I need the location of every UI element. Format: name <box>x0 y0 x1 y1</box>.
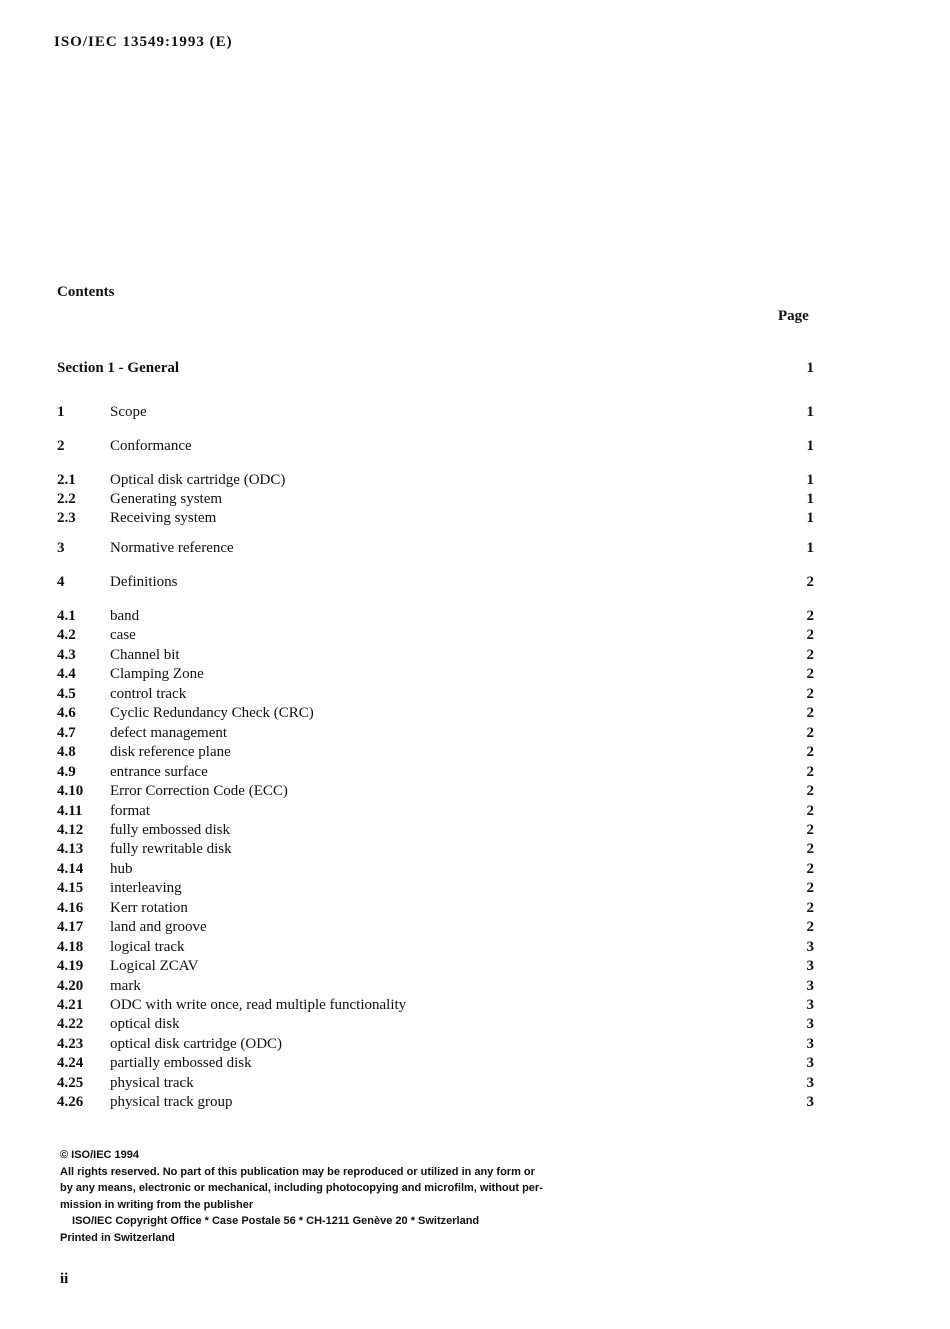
toc-entry-page: 1 <box>806 404 814 420</box>
toc-entry-page: 1 <box>806 360 814 376</box>
toc-entry <box>57 684 814 704</box>
copyright-notice <box>60 1147 580 1246</box>
toc-entry-number: 4.14 <box>57 860 84 877</box>
toc-entry <box>57 723 814 743</box>
toc-entry-page: 2 <box>806 821 814 838</box>
toc-entry-page: 1 <box>806 540 814 556</box>
toc-entry <box>57 1014 814 1034</box>
toc-entry-page: 2 <box>806 919 814 936</box>
toc-entry <box>57 606 814 626</box>
toc-entry-number: 2.3 <box>57 510 76 526</box>
toc-entry-title: Clamping Zone <box>110 666 204 683</box>
toc-entry-page: 1 <box>806 510 814 526</box>
toc-entry <box>57 976 814 996</box>
toc-entry-title: physical track group <box>110 1094 233 1111</box>
toc-entry-number: 4.9 <box>57 763 76 780</box>
toc-entry-page: 2 <box>806 627 814 644</box>
toc-entry <box>57 1092 814 1112</box>
toc-entry-title: Definitions <box>110 574 178 590</box>
toc-entry <box>57 742 814 762</box>
toc-entry-title: band <box>110 608 140 624</box>
toc-entry <box>57 436 814 456</box>
rights-line: by any means, electronic or mechanical, including photocopying and microfilm, without per- <box>60 1182 543 1194</box>
toc-entry-number: 4.24 <box>57 1055 84 1072</box>
toc-section-row <box>57 358 814 378</box>
toc-entry-page: 1 <box>806 491 814 507</box>
toc-entry-number: 4.13 <box>57 841 84 858</box>
toc-section-title: Section 1 - General <box>57 360 180 376</box>
toc-entry <box>57 572 814 592</box>
toc-entry-title: control track <box>110 685 187 702</box>
toc-entry-number: 4.6 <box>57 705 76 722</box>
toc-entry-page: 2 <box>806 608 814 624</box>
toc-entry-title: Logical ZCAV <box>110 958 199 975</box>
toc-entry-title: partially embossed disk <box>110 1055 252 1072</box>
toc-entry-title: Cyclic Redundancy Check (CRC) <box>110 705 314 722</box>
toc-entry-page: 2 <box>806 666 814 683</box>
toc-entry-title: case <box>110 627 136 644</box>
toc-entry-title: Conformance <box>110 438 192 454</box>
toc-entry-page: 2 <box>806 744 814 761</box>
toc-entry-title: Receiving system <box>110 510 217 526</box>
toc-entry-title: format <box>110 802 150 819</box>
toc-entry-page: 2 <box>806 646 814 663</box>
toc-entry-number: 2.2 <box>57 491 76 507</box>
toc-entry-title: Kerr rotation <box>110 899 188 916</box>
toc-entry-number: 4.15 <box>57 880 84 897</box>
toc-entry <box>57 1053 814 1073</box>
toc-entry-title: defect management <box>110 724 228 741</box>
toc-entry-title: entrance surface <box>110 763 208 780</box>
toc-entry-number: 4.4 <box>57 666 76 683</box>
toc-entry <box>57 470 814 490</box>
toc-entry <box>57 762 814 782</box>
toc-entry <box>57 801 814 821</box>
toc-entry-number: 4 <box>57 574 65 590</box>
toc-entry <box>57 839 814 859</box>
toc-entry-number: 4.3 <box>57 646 76 663</box>
toc-entry-title: disk reference plane <box>110 744 231 761</box>
toc-entry-title: Error Correction Code (ECC) <box>110 783 288 800</box>
copyright-office: ISO/IEC Copyright Office * Case Postale 56 * CH-1211 Genève 20 * Switzerland <box>72 1215 480 1227</box>
toc-entry-number: 4.8 <box>57 744 76 761</box>
toc-entry <box>57 489 814 509</box>
toc-entry <box>57 703 814 723</box>
toc-entry-number: 4.26 <box>57 1094 84 1111</box>
toc-entry-page: 2 <box>806 841 814 858</box>
toc-entry-number: 4.18 <box>57 938 84 955</box>
rights-line: All rights reserved. No part of this publication may be reproduced or utilized in any form or <box>60 1165 535 1178</box>
toc-entry-title: fully rewritable disk <box>110 841 232 858</box>
toc-entry-page: 3 <box>806 958 814 975</box>
toc-entry <box>57 917 814 937</box>
printed-in: Printed in Switzerland <box>60 1231 175 1244</box>
toc-entry-page: 2 <box>806 574 814 590</box>
toc-entry <box>57 645 814 665</box>
toc-entry <box>57 538 814 558</box>
toc-entry <box>57 995 814 1015</box>
toc-entry-page: 1 <box>806 472 814 488</box>
toc-entry-title: hub <box>110 860 133 877</box>
toc-entry-page: 3 <box>806 1074 814 1091</box>
toc-entry-title: Optical disk cartridge (ODC) <box>110 472 286 488</box>
toc-entry-number: 1 <box>57 404 65 420</box>
toc-entry-title: optical disk cartridge (ODC) <box>110 1035 283 1052</box>
toc-entry-title: fully embossed disk <box>110 821 230 838</box>
toc-entry <box>57 402 814 422</box>
copyright-line: © ISO/IEC 1994 <box>60 1149 140 1161</box>
toc-entry <box>57 937 814 957</box>
toc-entry-title: Generating system <box>110 491 223 507</box>
toc-entry-title: Channel bit <box>110 646 180 663</box>
toc-entry-title: physical track <box>110 1074 194 1091</box>
toc-entry-title: logical track <box>110 938 185 955</box>
toc-entry-number: 4.7 <box>57 724 76 741</box>
toc-entry-page: 2 <box>806 685 814 702</box>
toc-entry <box>57 508 814 528</box>
toc-entry-page: 3 <box>806 1055 814 1072</box>
page-number: ii <box>60 1271 69 1287</box>
toc-entry-page: 3 <box>806 1094 814 1111</box>
toc-entry-page: 3 <box>806 1035 814 1052</box>
toc-entry-number: 4.10 <box>57 783 84 800</box>
toc-entry <box>57 878 814 898</box>
toc-entry <box>57 820 814 840</box>
toc-entry-page: 3 <box>806 977 814 994</box>
toc-entry-page: 3 <box>806 997 814 1013</box>
toc-entry-number: 4.1 <box>57 608 76 624</box>
toc-entry-page: 2 <box>806 880 814 897</box>
toc-entry <box>57 625 814 645</box>
toc-entry-number: 4.25 <box>57 1074 84 1091</box>
toc-entry-number: 4.16 <box>57 899 84 916</box>
toc-entry-title: optical disk <box>110 1016 180 1033</box>
contents-heading: Contents <box>57 284 115 300</box>
toc-entry-number: 4.12 <box>57 821 84 838</box>
toc-entry <box>57 859 814 879</box>
toc-entry-page: 2 <box>806 802 814 819</box>
toc-entry-number: 4.11 <box>57 802 83 819</box>
toc-entry <box>57 956 814 976</box>
toc-entry-number: 4.5 <box>57 685 76 702</box>
toc-entry-page: 1 <box>806 438 814 454</box>
toc-entry <box>57 1034 814 1054</box>
toc-entry-title: Normative reference <box>110 540 234 556</box>
toc-entry <box>57 1073 814 1093</box>
toc-entry-number: 2.1 <box>57 472 76 488</box>
document-id: ISO/IEC 13549:1993 (E) <box>54 34 233 50</box>
toc-entry-number: 2 <box>57 438 65 454</box>
toc-entry <box>57 664 814 684</box>
toc-entry-title: mark <box>110 977 141 994</box>
toc-entry-page: 3 <box>806 938 814 955</box>
toc-entry-page: 2 <box>806 705 814 722</box>
toc-entry <box>57 781 814 801</box>
toc-entry-title: land and groove <box>110 919 207 936</box>
toc-entry-page: 3 <box>806 1016 814 1033</box>
toc-entry <box>57 898 814 918</box>
toc-entry-number: 4.23 <box>57 1035 84 1052</box>
page-column-heading: Page <box>778 308 809 324</box>
toc-entry-page: 2 <box>806 763 814 780</box>
toc-entry-page: 2 <box>806 724 814 741</box>
toc-entry-number: 4.17 <box>57 919 84 936</box>
toc-entry-number: 4.20 <box>57 977 84 994</box>
toc-entry-page: 2 <box>806 860 814 877</box>
toc-entry-number: 4.21 <box>57 997 84 1013</box>
toc-entry-number: 4.22 <box>57 1016 84 1033</box>
toc-entry-number: 4.19 <box>57 958 84 975</box>
toc-entry-title: Scope <box>110 404 147 420</box>
toc-entry-page: 2 <box>806 899 814 916</box>
rights-line: mission in writing from the publisher <box>60 1198 254 1211</box>
toc-entry-title: ODC with write once, read multiple functionality <box>110 997 407 1013</box>
toc-entry-title: interleaving <box>110 880 182 897</box>
toc-entry-number: 3 <box>57 540 65 556</box>
toc-entry-number: 4.2 <box>57 627 76 644</box>
toc-entry-page: 2 <box>806 783 814 800</box>
